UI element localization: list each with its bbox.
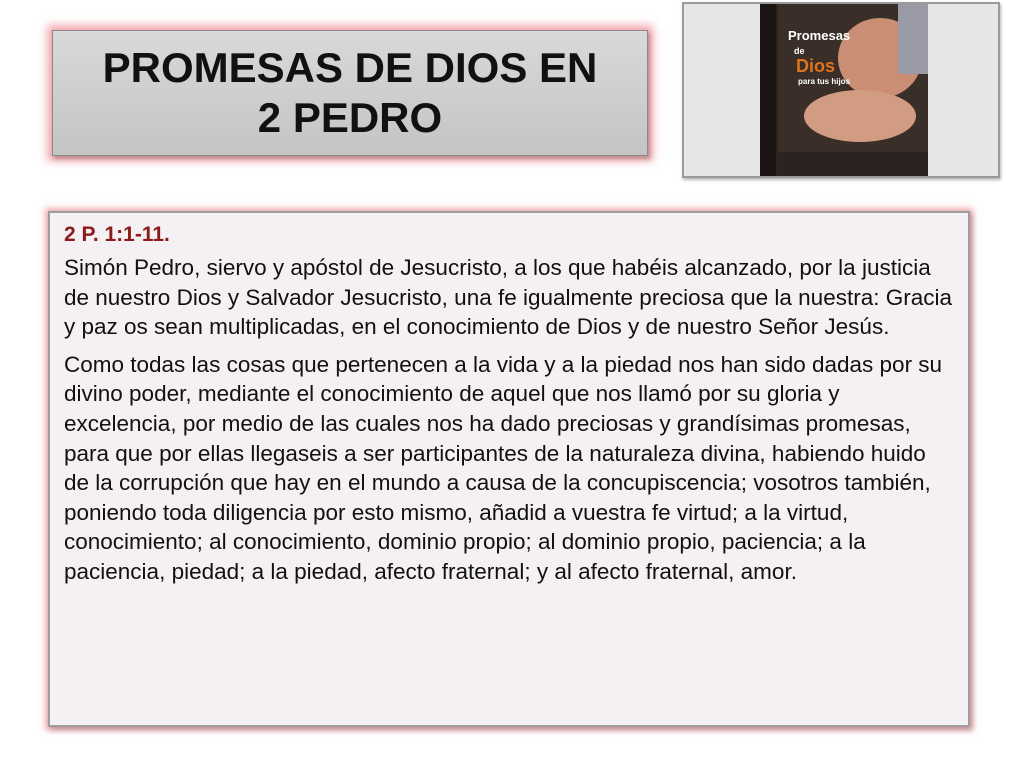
book-cover-graphic [684,4,998,176]
book-footer-band [778,152,928,176]
book-spine [760,4,776,176]
book-title-line2: de [794,46,805,56]
book-title-line4: para tus hijos [798,77,851,86]
book-title-line3: Dios [796,56,836,76]
paragraph-2: Como todas las cosas que pertenecen a la vida y a la piedad nos han sido dadas por su divino poder, mediante el conocimiento de aquel que nos llamó por su gloria y excelencia, por medio de las cuales nos ha dado preciosas y grandísimas promesas, para que por ellas llegaseis a ser participantes de la naturaleza divina, habiendo huido de la corrupción que hay en el mundo a causa de la concupiscencia; vosotros también, poniendo toda diligencia por esto mismo, añadid a vuestra fe virtud; a la virtud, conocimiento; al conocimiento, dominio propio; al dominio propio, paciencia; a la paciencia, piedad; a la piedad, afecto fraternal; y al afecto fraternal, amor. [64,351,943,584]
slide-title: PROMESAS DE DIOS EN 2 PEDRO [102,44,598,141]
paragraph-1: Simón Pedro, siervo y apóstol de Jesucristo, a los que habéis alcanzado, por la justicia de nuestro Dios y Salvador Jesucristo, una fe igualmente preciosa que la nuestra: Gracia y paz os sean multiplicadas, en el conocimiento de Dios y de nuestro Señor Jesús. [64,255,952,340]
book-cover-image [682,2,1000,178]
verse-reference: 2 P. 1:1-11. [64,223,170,246]
hand-bottom-shape [804,90,916,142]
title-box [52,30,648,156]
sleeve-shape [898,4,928,74]
book-title-line1: Promesas [788,28,851,43]
content-box [48,211,970,727]
